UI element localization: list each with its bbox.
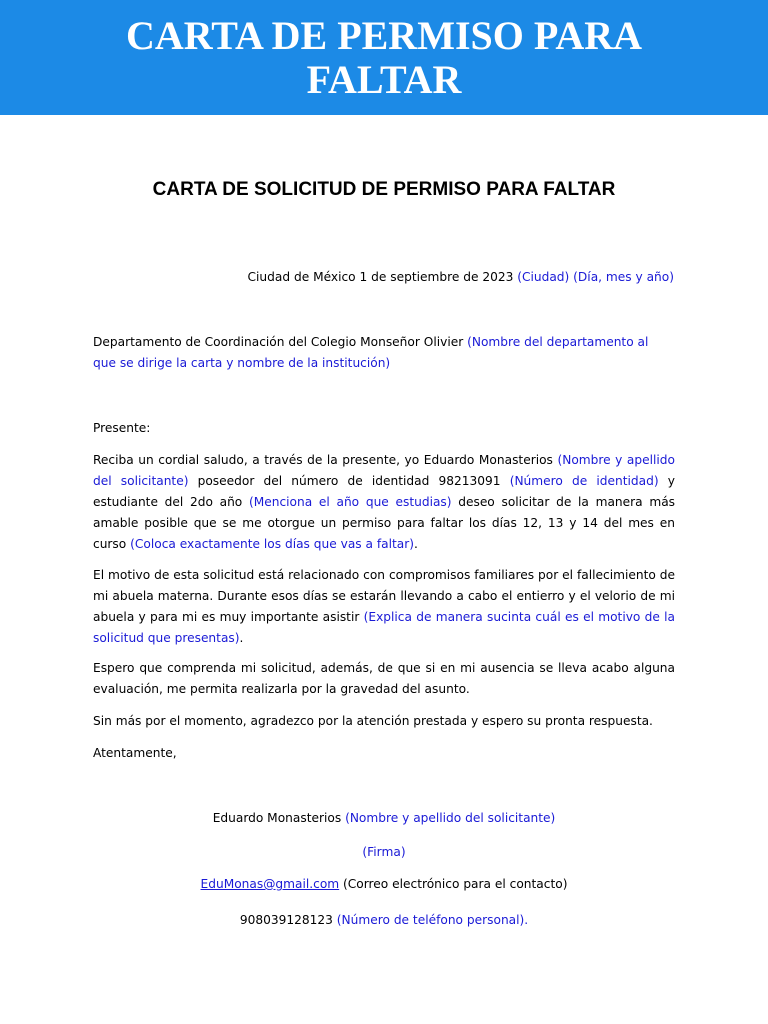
- p1-text-4: deseo solicitar de la manera más amable posible que se me otorgue un permiso para faltar los días 12, 13 y 14 del mes en curso: [93, 495, 676, 551]
- email-link[interactable]: EduMonas@gmail.com: [200, 877, 340, 891]
- recipient-hint: (Nombre del departamento al que se dirige la carta y nombre de la institución): [93, 335, 649, 370]
- greeting: Presente:: [93, 421, 151, 435]
- phone-end: .: [524, 913, 529, 927]
- letter-date: [248, 267, 674, 288]
- p1-text-5: .: [414, 537, 418, 551]
- signature-email: [0, 874, 768, 895]
- p2-text-2: .: [239, 631, 244, 645]
- p1-text-2: poseedor del número de identidad 98213091: [188, 474, 510, 488]
- signature-name-hint: (Nombre y apellido del solicitante): [345, 811, 556, 825]
- date-hint: (Ciudad) (Día, mes y año): [517, 270, 674, 284]
- signature-firma: (Firma): [362, 845, 406, 859]
- signature-name-text: Eduardo Monasterios: [212, 811, 342, 825]
- p1-text-3: y estudiante del 2do año: [93, 474, 675, 509]
- signature-name: [0, 808, 768, 829]
- letter-heading: CARTA DE SOLICITUD DE PERMISO PARA FALTAR: [152, 179, 616, 200]
- paragraph-1: [93, 450, 675, 555]
- p1-hint-1: (Nombre y apellido del solicitante): [93, 453, 675, 488]
- recipient-text: Departamento de Coordinación del Colegio Monseñor Olivier: [93, 335, 464, 349]
- phone-hint: (Número de teléfono personal): [336, 913, 525, 927]
- p1-text-1: Reciba un cordial saludo, a través de la presente, yo Eduardo Monasterios: [93, 453, 558, 467]
- banner-title: CARTA DE PERMISO PARA FALTAR: [125, 12, 642, 102]
- paragraph-4: Sin más por el momento, agradezco por la atención prestada y espero su pronta respuesta.: [93, 714, 653, 728]
- p1-hint-3: (Menciona el año que estudias): [248, 495, 452, 509]
- p2-text-1: El motivo de esta solicitud está relacionado con compromisos familiares por el fallecimiento de mi abuela materna. Durante esos días se estarán llevando a cabo el entierro y el velorio de mi abuela y para mi es muy importante asistir: [93, 568, 675, 624]
- p1-hint-2: (Número de identidad): [509, 474, 659, 488]
- recipient: [93, 332, 675, 374]
- p2-hint-1: (Explica de manera sucinta cuál es el motivo de la solicitud que presentas): [93, 610, 675, 645]
- phone-number: 908039128123: [239, 913, 333, 927]
- title-banner: [0, 0, 768, 115]
- closing: Atentamente,: [93, 746, 177, 760]
- email-hint: (Correo electrónico para el contacto): [343, 877, 568, 891]
- paragraph-3: Espero que comprenda mi solicitud, además, de que si en mi ausencia se lleva acabo alguna evaluación, me permita realizarla por la gravedad del asunto.: [93, 661, 675, 696]
- paragraph-2: [93, 565, 675, 649]
- p1-hint-4: (Coloca exactamente los días que vas a faltar): [130, 537, 415, 551]
- signature-phone: [0, 910, 768, 931]
- date-text: Ciudad de México 1 de septiembre de 2023: [247, 270, 514, 284]
